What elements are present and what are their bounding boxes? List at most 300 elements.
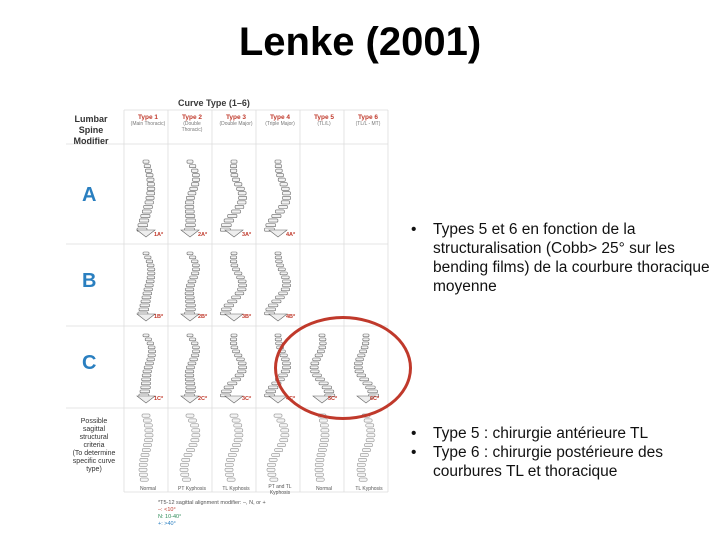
spine-drawing <box>192 169 199 172</box>
pelvis-icon <box>269 314 287 321</box>
spine-drawing <box>185 296 194 299</box>
spine-drawing <box>277 264 284 267</box>
modifier-header-line: Modifier <box>73 136 109 146</box>
spine-drawing <box>147 192 155 195</box>
spine-drawing <box>147 276 155 279</box>
spine-drawing <box>239 366 247 369</box>
spine-drawing <box>230 338 236 341</box>
sagittal-spine-drawing <box>316 458 324 461</box>
sagittal-spine-drawing <box>181 473 189 476</box>
sagittal-spine-drawing <box>227 458 235 461</box>
sagittal-criteria-line: specific curve <box>72 458 116 465</box>
spine-drawing <box>142 296 151 299</box>
row-letter-a: A <box>82 184 97 206</box>
spine-drawing <box>266 308 276 311</box>
sagittal-spine-drawing <box>235 429 243 432</box>
column-name: Type 5 <box>313 114 335 121</box>
sagittal-spine-drawing <box>320 444 328 447</box>
row-letter-b: B <box>82 270 97 292</box>
column-header <box>130 114 166 127</box>
spine-drawing <box>192 342 199 345</box>
spine-drawing <box>186 284 194 287</box>
spine-drawing <box>188 280 196 283</box>
pelvis-icon <box>269 230 287 237</box>
spine-drawing <box>193 174 200 177</box>
spine-drawing <box>276 260 283 263</box>
pelvis-icon <box>137 230 155 237</box>
modifier-header <box>66 114 116 147</box>
spine-drawing <box>186 308 196 311</box>
pelvis-icon <box>137 314 155 321</box>
sagittal-spine-drawing <box>234 424 242 427</box>
column-header <box>348 114 388 127</box>
spine-drawing <box>148 272 155 275</box>
bullet-text: Types 5 et 6 en fonction de la structuralisation (Cobb> 25° sur les bending films) de la courbure thoracique moyenne <box>433 221 710 295</box>
spine-drawing <box>222 308 232 311</box>
column-name: Type 6 <box>357 114 379 121</box>
spine-drawing <box>275 338 281 341</box>
spine-drawing <box>238 362 246 365</box>
spine-drawing <box>139 219 149 222</box>
sagittal-spine-drawing <box>182 458 190 461</box>
sagittal-spine-drawing <box>180 463 188 466</box>
sagittal-spine-drawing <box>357 468 365 471</box>
spine-drawing <box>185 201 193 204</box>
row-letter-c: C <box>82 352 97 374</box>
spine-drawing <box>190 165 196 168</box>
sagittal-spine-drawing <box>357 463 365 466</box>
sagittal-spine-drawing <box>191 424 199 427</box>
spine-drawing <box>280 272 287 275</box>
column-name: Type 1 <box>137 114 159 121</box>
spine-drawing <box>224 386 234 389</box>
spine-drawing <box>268 386 278 389</box>
bullet-item <box>403 443 713 481</box>
sagittal-spine-drawing <box>281 434 289 437</box>
spine-drawing <box>230 260 237 263</box>
sagittal-spine-drawing <box>192 434 200 437</box>
spine-drawing <box>142 374 151 377</box>
spine-drawing <box>193 264 200 267</box>
spine-drawing <box>145 338 151 341</box>
spine-drawing <box>192 354 199 357</box>
spine-drawing <box>266 224 276 227</box>
cell-label: 2B* <box>198 314 208 320</box>
spine-drawing <box>277 174 284 177</box>
spine-drawing <box>282 187 290 190</box>
spine-drawing <box>185 288 193 291</box>
sagittal-label: TL Kyphosis <box>355 486 383 492</box>
bullet-dot: • <box>411 425 417 442</box>
sagittal-spine-drawing <box>274 414 282 417</box>
sagittal-spine-drawing <box>225 468 233 471</box>
sagittal-spine-drawing <box>227 478 235 481</box>
sagittal-spine-drawing <box>280 439 288 442</box>
sagittal-spine-drawing <box>225 463 233 466</box>
cell-label: 4C* <box>286 396 296 402</box>
spine-drawing <box>231 252 237 255</box>
spine-drawing <box>148 268 155 271</box>
bullet-item <box>403 424 713 443</box>
sagittal-spine-drawing <box>234 439 242 442</box>
sagittal-spine-drawing <box>364 419 372 422</box>
column-sub: (TL/L) <box>317 121 331 127</box>
spine-drawing <box>185 205 194 208</box>
spine-drawing <box>148 346 155 349</box>
sagittal-spine-drawing <box>367 434 375 437</box>
bullet-list-bottom <box>403 424 713 481</box>
bullet-dot: • <box>411 221 417 238</box>
spine-drawing <box>281 201 289 204</box>
pelvis-icon <box>181 396 199 403</box>
sagittal-spine-drawing <box>268 463 276 466</box>
spine-drawing <box>235 374 244 377</box>
sagittal-spine-drawing <box>143 419 151 422</box>
spine-drawing <box>144 288 152 291</box>
column-sub: (Double Thoracic) <box>181 121 203 133</box>
spine-drawing <box>231 160 237 163</box>
spine-drawing <box>138 224 148 227</box>
spine-drawing <box>233 350 240 353</box>
sagittal-spine-drawing <box>191 439 199 442</box>
sagittal-spine-drawing <box>141 453 149 456</box>
bullet-dot: • <box>411 444 417 461</box>
sagittal-spine-drawing <box>145 439 153 442</box>
spine-drawing <box>235 292 244 295</box>
modifier-header-line: Spine <box>78 125 104 135</box>
sagittal-spine-drawing <box>145 429 153 432</box>
sagittal-spine-drawing <box>187 449 195 452</box>
spine-drawing <box>280 183 287 186</box>
footnote-line: *T5-12 sagittal alignment modifier: –, N, or + <box>158 500 266 506</box>
spine-drawing <box>268 219 278 222</box>
spine-drawing <box>238 280 246 283</box>
spine-drawing <box>228 300 237 303</box>
column-sub: (TL/L - MT) <box>355 121 381 127</box>
spine-drawing <box>185 292 194 295</box>
spine-drawing <box>190 358 198 361</box>
footnote-line: –: <10° <box>158 507 176 513</box>
spine-drawing <box>275 160 281 163</box>
spine-drawing <box>185 210 194 213</box>
spine-drawing <box>238 192 246 195</box>
sagittal-spine-drawing <box>366 439 374 442</box>
pelvis-icon <box>269 396 287 403</box>
cell-label: 3B* <box>242 314 252 320</box>
spine-drawing <box>187 252 193 255</box>
spine-drawing <box>272 300 281 303</box>
spine-drawing <box>230 256 236 259</box>
cell-label: 5C* <box>328 396 338 402</box>
sagittal-spine-drawing <box>145 434 153 437</box>
pelvis-icon <box>181 314 199 321</box>
bullet-text: Type 5 : chirurgie antérieure TL <box>433 425 649 442</box>
sagittal-spine-drawing <box>275 449 283 452</box>
spine-drawing <box>146 260 153 263</box>
spine-drawing <box>185 370 193 373</box>
cell-label: 2C* <box>198 396 208 402</box>
spine-drawing <box>186 196 194 199</box>
pelvis-icon <box>225 396 243 403</box>
spine-drawing <box>186 214 195 217</box>
spine-drawing <box>193 178 200 181</box>
spine-drawing <box>283 280 291 283</box>
spine-drawing <box>188 192 196 195</box>
spine-drawing <box>147 187 155 190</box>
cell-label: 6C* <box>370 396 380 402</box>
spine-drawing <box>281 288 289 291</box>
spine-drawing <box>222 390 232 393</box>
spine-drawing <box>232 378 241 381</box>
sagittal-spine-drawing <box>315 468 323 471</box>
spine-drawing <box>144 165 150 168</box>
sagittal-criteria-line: (To determine <box>72 450 116 457</box>
spine-drawing <box>231 346 238 349</box>
modifier-header-line: Lumbar <box>74 114 108 124</box>
spine-drawing <box>143 370 151 373</box>
spine-drawing <box>266 390 276 393</box>
curve-type-header: Curve Type (1–6) <box>178 98 250 108</box>
spine-drawing <box>228 214 237 217</box>
sagittal-criteria-line: Possible <box>80 418 108 425</box>
spine-drawing <box>238 288 246 291</box>
sagittal-spine-drawing <box>278 444 286 447</box>
cell-label: 4A* <box>286 232 296 238</box>
spine-drawing <box>185 374 194 377</box>
sagittal-spine-drawing <box>183 478 191 481</box>
spine-drawing <box>185 378 194 381</box>
sagittal-spine-drawing <box>315 473 323 476</box>
spine-drawing <box>230 165 236 168</box>
sagittal-spine-drawing <box>315 463 323 466</box>
slide-title: Lenke (2001) <box>238 20 482 64</box>
spine-drawing <box>230 342 237 345</box>
sagittal-spine-drawing <box>317 453 325 456</box>
spine-drawing <box>237 187 245 190</box>
sagittal-spine-drawing <box>230 414 238 417</box>
spine-drawing <box>278 178 285 181</box>
column-header <box>218 114 254 127</box>
spine-drawing <box>141 300 150 303</box>
sagittal-spine-drawing <box>142 449 150 452</box>
spine-drawing <box>147 342 154 345</box>
spine-drawing <box>235 272 242 275</box>
sagittal-spine-drawing <box>142 414 150 417</box>
spine-drawing <box>143 292 152 295</box>
spine-drawing <box>147 358 155 361</box>
pelvis-icon <box>181 230 199 237</box>
spine-drawing <box>144 366 152 369</box>
spine-drawing <box>186 219 196 222</box>
spine-drawing <box>144 205 153 208</box>
spine-drawing <box>275 165 281 168</box>
spine-drawing <box>272 214 281 217</box>
spine-drawing <box>275 210 284 213</box>
spine-drawing <box>237 358 245 361</box>
spine-drawing <box>141 382 150 385</box>
spine-drawing <box>278 268 285 271</box>
spine-drawing <box>275 334 281 337</box>
spine-drawing <box>224 304 234 307</box>
spine-drawing <box>233 178 240 181</box>
spine-drawing <box>232 296 241 299</box>
column-sub: (Triple Major) <box>265 121 295 127</box>
sagittal-spine-drawing <box>189 419 197 422</box>
sagittal-label: PT Kyphosis <box>178 486 206 492</box>
sagittal-label: PT and TL Kyphosis <box>268 484 292 496</box>
sagittal-spine-drawing <box>277 419 285 422</box>
spine-drawing <box>146 280 154 283</box>
bullet-text: Type 6 : chirurgie postérieure des courbures TL et thoracique <box>433 444 664 480</box>
sagittal-criteria-line: sagittal <box>82 426 106 433</box>
spine-drawing <box>222 224 232 227</box>
spine-drawing <box>275 252 281 255</box>
spine-drawing <box>140 390 150 393</box>
sagittal-criteria-label <box>66 418 122 474</box>
spine-drawing <box>142 210 151 213</box>
spine-drawing <box>187 160 193 163</box>
bullet-item <box>403 220 713 296</box>
sagittal-spine-drawing <box>279 424 287 427</box>
spine-drawing <box>146 362 154 365</box>
spine-drawing <box>147 178 154 181</box>
sagittal-label: Normal <box>139 486 157 492</box>
spine-drawing <box>143 334 149 337</box>
sagittal-spine-drawing <box>228 453 236 456</box>
spine-drawing <box>186 390 196 393</box>
spine-drawing <box>275 296 284 299</box>
sagittal-spine-drawing <box>318 449 326 452</box>
spine-drawing <box>228 382 237 385</box>
spine-drawing <box>192 183 199 186</box>
sagittal-label: TL Kyphosis <box>222 486 250 492</box>
sagittal-spine-drawing <box>231 449 239 452</box>
sagittal-spine-drawing <box>139 473 147 476</box>
spine-drawing <box>146 196 154 199</box>
spine-drawing <box>283 192 291 195</box>
spine-drawing <box>186 300 195 303</box>
spine-drawing <box>145 169 152 172</box>
sagittal-spine-drawing <box>267 468 275 471</box>
sagittal-spine-drawing <box>139 463 147 466</box>
spine-drawing <box>148 354 155 357</box>
spine-drawing <box>193 346 200 349</box>
sagittal-label: Normal <box>315 486 333 492</box>
spine-drawing <box>275 256 281 259</box>
sagittal-spine-drawing <box>319 419 327 422</box>
spine-drawing <box>149 350 156 353</box>
spine-drawing <box>279 205 288 208</box>
spine-drawing <box>190 338 196 341</box>
sagittal-spine-drawing <box>180 468 188 471</box>
spine-drawing <box>145 256 151 259</box>
column-sub: (Main Thoracic) <box>130 121 166 127</box>
spine-drawing <box>190 256 196 259</box>
column-name: Type 2 <box>181 114 203 121</box>
spine-drawing <box>238 201 246 204</box>
sagittal-spine-drawing <box>184 453 192 456</box>
cell-label: 3A* <box>242 232 252 238</box>
spine-drawing <box>283 196 291 199</box>
column-header <box>306 114 342 127</box>
column-header <box>174 114 210 133</box>
spine-drawing <box>142 378 151 381</box>
pelvis-icon <box>225 230 243 237</box>
spine-drawing <box>139 308 149 311</box>
spine-drawing <box>283 284 291 287</box>
sagittal-criteria-line: type) <box>86 466 102 473</box>
cell-label: 1A* <box>154 232 164 238</box>
spine-drawing <box>192 260 199 263</box>
spine-drawing <box>143 160 149 163</box>
spine-drawing <box>193 268 200 271</box>
cell-label: 2A* <box>198 232 208 238</box>
spine-drawing <box>147 264 154 267</box>
cell-label: 3C* <box>242 396 252 402</box>
spine-drawing <box>186 224 196 227</box>
spine-drawing <box>145 201 153 204</box>
sagittal-spine-drawing <box>359 478 367 481</box>
spine-drawing <box>233 268 240 271</box>
spine-drawing <box>235 183 242 186</box>
spine-drawing <box>187 334 193 337</box>
sagittal-spine-drawing <box>189 444 197 447</box>
spine-drawing <box>279 292 288 295</box>
spine-drawing <box>145 284 153 287</box>
spine-drawing <box>268 304 278 307</box>
sagittal-criteria-line: structural <box>79 434 109 441</box>
footnote-line: +: >40° <box>158 521 176 527</box>
spine-drawing <box>143 252 149 255</box>
spine-drawing <box>282 276 290 279</box>
spine-drawing <box>140 304 150 307</box>
sagittal-spine-drawing <box>226 473 234 476</box>
spine-drawing <box>188 362 196 365</box>
spine-drawing <box>231 174 238 177</box>
spine-drawing <box>141 386 151 389</box>
sagittal-spine-drawing <box>232 419 240 422</box>
spine-drawing <box>147 183 154 186</box>
column-name: Type 3 <box>225 114 247 121</box>
spine-drawing <box>235 354 242 357</box>
sagittal-spine-drawing <box>321 429 329 432</box>
cell-label: 1B* <box>154 314 164 320</box>
footnote <box>158 500 266 528</box>
spine-drawing <box>276 169 283 172</box>
sagittal-spine-drawing <box>192 429 200 432</box>
spine-drawing <box>235 205 244 208</box>
sagittal-spine-drawing <box>140 458 148 461</box>
sagittal-spine-drawing <box>358 473 366 476</box>
sagittal-spine-drawing <box>144 444 152 447</box>
spine-drawing <box>230 169 237 172</box>
bullet-list-top <box>403 220 713 296</box>
sagittal-spine-drawing <box>140 478 148 481</box>
sagittal-spine-drawing <box>321 439 329 442</box>
spine-drawing <box>231 334 237 337</box>
spine-drawing <box>238 370 246 373</box>
sagittal-criteria-line: criteria <box>83 442 105 449</box>
lenke-classification-figure <box>66 96 402 528</box>
column-header <box>262 114 298 127</box>
sagittal-spine-drawing <box>233 444 241 447</box>
spine-drawing <box>186 366 194 369</box>
column-sub: (Double Major) <box>219 121 253 127</box>
spine-drawing <box>186 386 196 389</box>
sagittal-spine-drawing <box>268 473 276 476</box>
spine-drawing <box>224 219 234 222</box>
spine-drawing <box>239 284 247 287</box>
